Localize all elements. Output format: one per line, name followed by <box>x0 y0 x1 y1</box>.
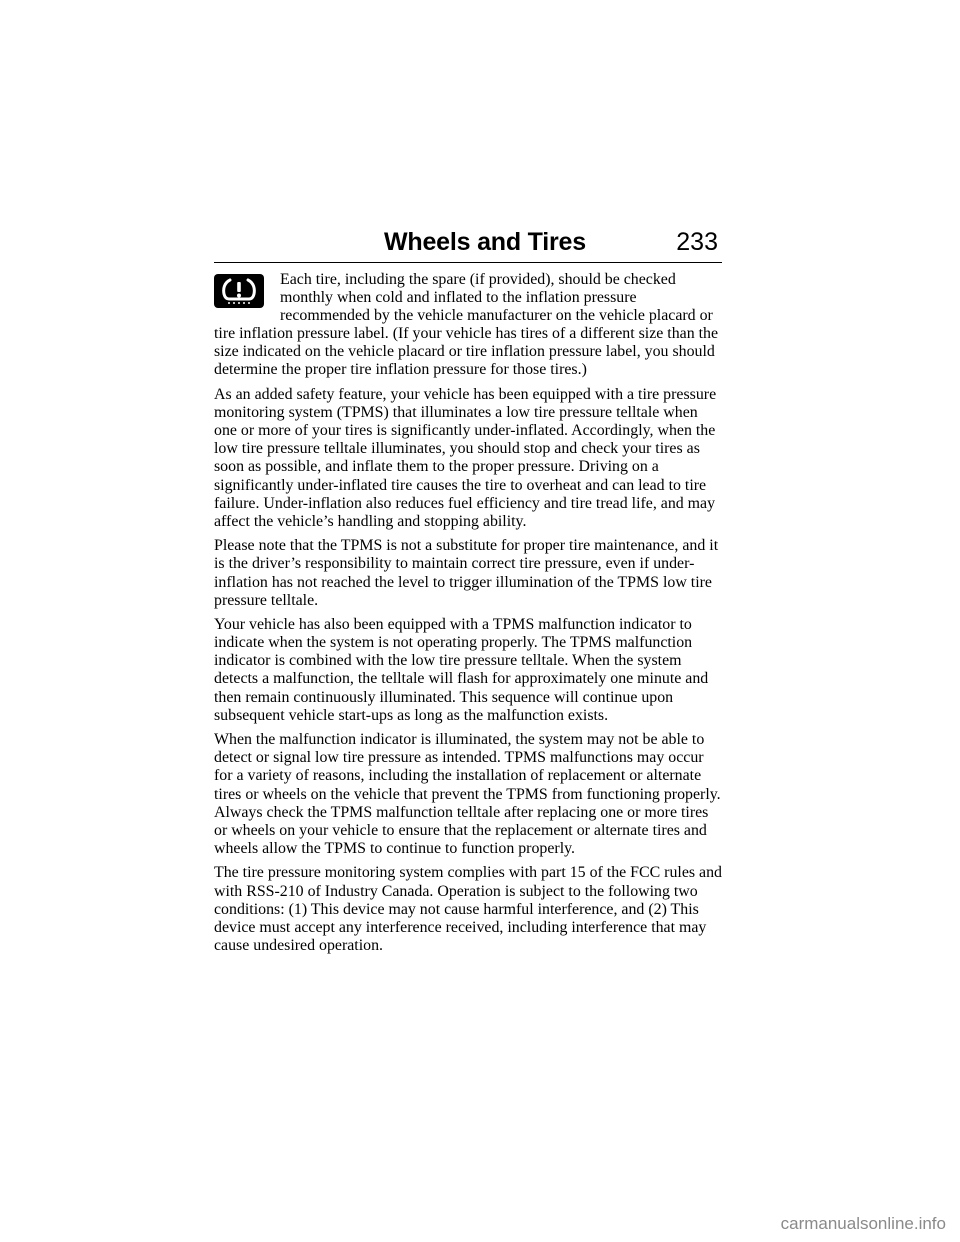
tpms-warning-block <box>214 271 722 380</box>
paragraph-5: When the malfunction indicator is illuminated, the system may not be able to detect or signal low tire pressure as intended. TPMS malfunctions may occur for a variety of reasons, including the installation of replacement or alternate tires or wheels on the vehicle that prevent the TPMS from functioning properly. Always check the TPMS malfunction telltale after replacing one or more tires or wheels on your vehicle to ensure that the replacement or alternate tires and wheels allow the TPMS to continue to function properly. <box>214 731 721 857</box>
page-number: 233 <box>676 228 718 256</box>
page-header <box>214 224 722 263</box>
page-content <box>214 271 722 961</box>
paragraph-1: Each tire, including the spare (if provided), should be checked monthly when cold and inflated to the inflation pressure recommended by the vehicle manufacturer on the vehicle placard or tire inflation pressure label. (If your vehicle has tires of a different size than the size indicated on the vehicle placard or tire inflation pressure label, you should determine the proper tire inflation pressure for those tires.) <box>214 271 719 379</box>
tire-pressure-warning-icon <box>214 274 264 308</box>
paragraph-6: The tire pressure monitoring system complies with part 15 of the FCC rules and with RSS-210 of Industry Canada. Operation is subject to the following two conditions: (1) This device may not cause harmful interference, and (2) This device must accept any interference received, including interference that may cause undesired operation. <box>214 864 722 954</box>
paragraph-2: As an added safety feature, your vehicle has been equipped with a tire pressure monitoring system (TPMS) that illuminates a low tire pressure telltale when one or more of your tires is significantly under-inflated. Accordingly, when the low tire pressure telltale illuminates, you should stop and check your tires as soon as possible, and inflate them to the proper pressure. Driving on a significantly under-inflated tire causes the tire to overheat and can lead to tire failure. Under-inflation also reduces fuel efficiency and tire tread life, and may affect the vehicle’s handling and stopping ability. <box>214 386 717 530</box>
paragraph-3: Please note that the TPMS is not a substitute for proper tire maintenance, and it is the driver’s responsibility to maintain correct tire pressure, even if under-inflation has not reached the level to trigger illumination of the TPMS low tire pressure telltale. <box>214 537 719 609</box>
footer-watermark[interactable]: carmanualsonline.info <box>780 1214 946 1233</box>
paragraph-4: Your vehicle has also been equipped with a TPMS malfunction indicator to indicate when the system is not operating properly. The TPMS malfunction indicator is combined with the low tire pressure telltale. When the system detects a malfunction, the telltale will flash for approximately one minute and then remain continuously illuminated. This sequence will continue upon subsequent vehicle start-ups as long as the malfunction exists. <box>214 616 709 724</box>
section-title: Wheels and Tires <box>384 228 586 256</box>
